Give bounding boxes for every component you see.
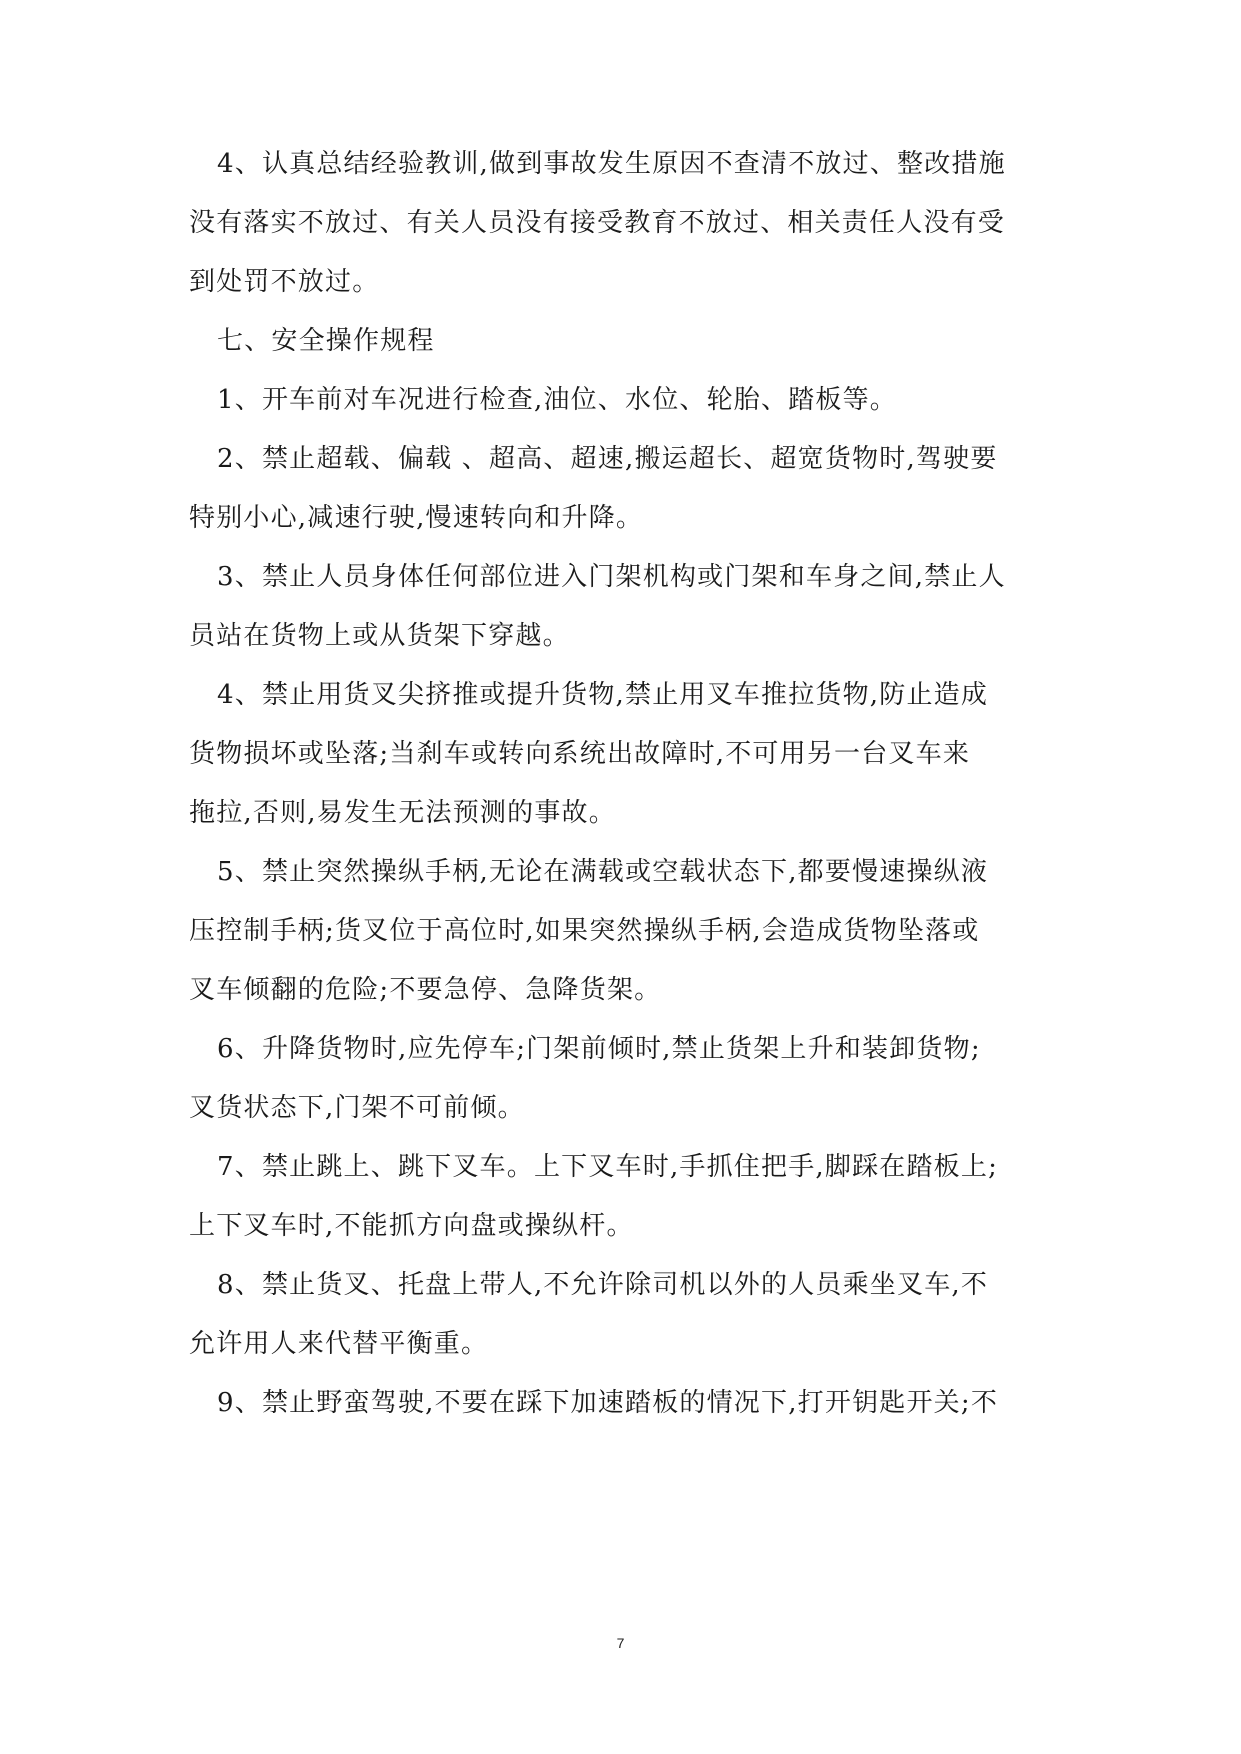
- paragraph-line: 7、禁止跳上、跳下叉车。上下叉车时,手抓住把手,脚踩在踏板上;: [217, 1152, 999, 1182]
- paragraph-line: 9、禁止野蛮驾驶,不要在踩下加速踏板的情况下,打开钥匙开关;不: [217, 1388, 999, 1418]
- paragraph-line: 4、认真总结经验教训,做到事故发生原因不查清不放过、整改措施: [217, 149, 1006, 179]
- section-heading: 七、安全操作规程: [217, 326, 435, 356]
- paragraph-line: 2、禁止超载、偏载 、超高、超速,搬运超长、超宽货物时,驾驶要: [217, 444, 998, 474]
- paragraph-line: 4、禁止用货叉尖挤推或提升货物,禁止用叉车推拉货物,防止造成: [217, 680, 989, 710]
- page-number: 7: [616, 1635, 625, 1651]
- paragraph-line: 货物损坏或坠落;当刹车或转向系统出故障时,不可用另一台叉车来: [189, 739, 971, 769]
- paragraph-line: 叉车倾翻的危险;不要急停、急降货架。: [189, 975, 662, 1005]
- paragraph-line: 到处罚不放过。: [189, 267, 380, 297]
- paragraph-line: 上下叉车时,不能抓方向盘或操纵杆。: [189, 1211, 634, 1241]
- paragraph-line: 8、禁止货叉、托盘上带人,不允许除司机以外的人员乘坐叉车,不: [217, 1270, 989, 1300]
- paragraph-line: 6、升降货物时,应先停车;门架前倾时,禁止货架上升和装卸货物;: [217, 1034, 981, 1064]
- paragraph-line: 允许用人来代替平衡重。: [189, 1329, 489, 1359]
- paragraph-line: 拖拉,否则,易发生无法预测的事故。: [189, 798, 616, 828]
- paragraph-line: 3、禁止人员身体任何部位进入门架机构或门架和车身之间,禁止人: [217, 562, 1006, 592]
- paragraph-line: 1、开车前对车况进行检查,油位、水位、轮胎、踏板等。: [217, 385, 898, 415]
- paragraph-line: 5、禁止突然操纵手柄,无论在满载或空载状态下,都要慢速操纵液: [217, 857, 989, 887]
- paragraph-line: 特别小心,减速行驶,慢速转向和升降。: [189, 503, 644, 533]
- paragraph-line: 员站在货物上或从货架下穿越。: [189, 621, 570, 651]
- paragraph-line: 叉货状态下,门架不可前倾。: [189, 1093, 525, 1123]
- paragraph-line: 压控制手柄;货叉位于高位时,如果突然操纵手柄,会造成货物坠落或: [189, 916, 980, 946]
- paragraph-line: 没有落实不放过、有关人员没有接受教育不放过、相关责任人没有受: [189, 208, 1006, 238]
